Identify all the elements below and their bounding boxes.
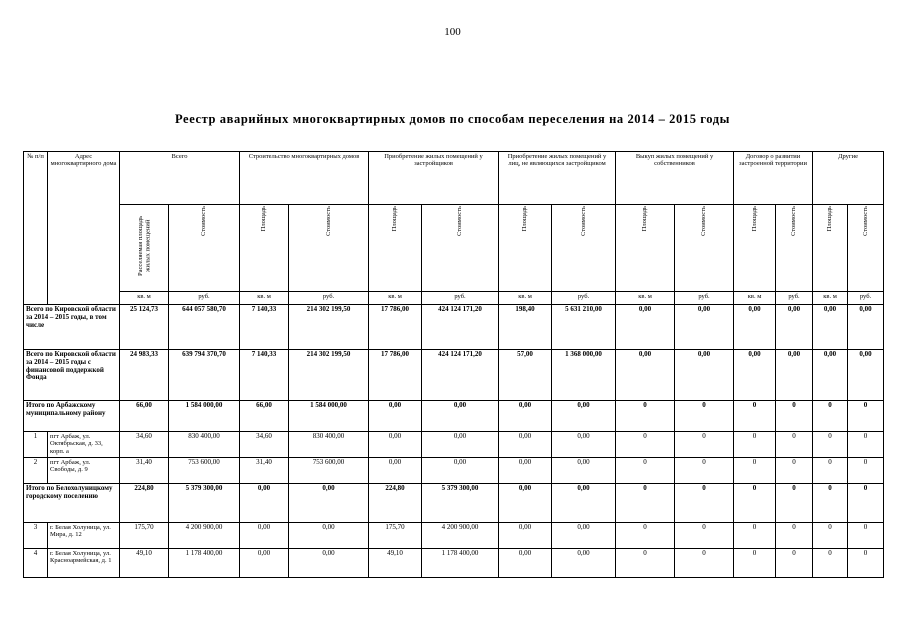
row-number: 3 [24,523,48,549]
table-cell: 0,00 [552,549,616,578]
sub-header: Площадь [499,205,552,292]
table-cell: 7 140,33 [240,305,289,350]
unit-header: руб. [422,292,499,305]
group-header-buyout: Выкуп жилых помещений у собственников [616,152,734,205]
table-row [24,458,884,484]
table-cell: 1 584 000,00 [169,401,240,432]
table-cell: 5 379 300,00 [422,484,499,523]
sub-header: Площадь [369,205,422,292]
table-cell: 57,00 [499,350,552,401]
table-cell: 0 [813,458,848,484]
table-cell: 175,70 [369,523,422,549]
sub-header: Площадь [813,205,848,292]
table-cell: 0 [734,484,776,523]
table-cell: 1 178 400,00 [169,549,240,578]
table-row-total [24,305,884,350]
group-header-total: Всего [120,152,240,205]
row-label: Итого по Арбажскому муниципальному району [24,401,120,432]
table-cell: 0,00 [552,484,616,523]
table-cell: 0,00 [552,401,616,432]
table-cell: 0 [675,523,734,549]
sub-header: Стоимость [169,205,240,292]
table-cell: 0,00 [552,523,616,549]
table-cell: 0 [734,523,776,549]
table-cell: 0,00 [499,432,552,458]
table-cell: 0 [848,523,884,549]
table-cell: 0 [776,549,813,578]
table-cell: 0 [776,401,813,432]
sub-header: Стоимость [848,205,884,292]
table-cell: 34,60 [240,432,289,458]
table-cell: 0,00 [499,523,552,549]
table-cell: 0,00 [616,350,675,401]
table-cell: 49,10 [120,549,169,578]
table-cell: 0,00 [499,484,552,523]
table-cell: 0 [813,401,848,432]
table-cell: 0 [848,458,884,484]
table-cell: 1 178 400,00 [422,549,499,578]
table-cell: 0,00 [675,305,734,350]
sub-header: Стоимость [776,205,813,292]
table-cell: 0,00 [422,432,499,458]
table-cell: 753 600,00 [169,458,240,484]
table-cell: 25 124,73 [120,305,169,350]
table-row-subtotal [24,401,884,432]
unit-header: кв. м [734,292,776,305]
table-cell: 0 [616,458,675,484]
page-number: 100 [444,26,461,38]
table-cell: 0 [776,458,813,484]
table-cell: 424 124 171,20 [422,305,499,350]
unit-header: кв. м [120,292,169,305]
table-cell: 34,60 [120,432,169,458]
table-row [24,432,884,458]
table-cell: 0,00 [289,523,369,549]
unit-header: руб. [552,292,616,305]
group-header-purchase-non-developers: Приобретение жилых помещений у лиц, не являющихся застройщиком [499,152,616,205]
table-cell: 0 [848,401,884,432]
table-cell: 7 140,33 [240,350,289,401]
unit-header: руб. [169,292,240,305]
sub-header: Стоимость [289,205,369,292]
table-cell: 214 302 199,50 [289,350,369,401]
row-address: пгт Арбаж, ул. Свободы, д. 9 [48,458,120,484]
table-cell: 4 200 900,00 [169,523,240,549]
table-cell: 214 302 199,50 [289,305,369,350]
document-title: Реестр аварийных многоквартирных домов по способам переселения на 2014 – 2015 годы [174,112,731,126]
table-cell: 5 379 300,00 [169,484,240,523]
table-row [24,523,884,549]
table-cell: 0,00 [289,484,369,523]
table-cell: 0,00 [369,458,422,484]
sub-header: Стоимость [675,205,734,292]
unit-header: кв. м [240,292,289,305]
table-cell: 0 [675,484,734,523]
unit-header: кв. м [369,292,422,305]
table-cell: 0,00 [369,432,422,458]
sub-header: Площадь [734,205,776,292]
header-sub-row [24,205,884,292]
row-address: г. Белая Холуница, ул. Красноармейская, д. 1 [48,549,120,578]
table-cell: 66,00 [120,401,169,432]
table-cell: 0,00 [848,350,884,401]
table-cell: 0 [813,432,848,458]
row-address: пгт Арбаж, ул. Октябрьская, д. 33, корп. а [48,432,120,458]
table-cell: 0,00 [422,458,499,484]
table-cell: 0,00 [675,350,734,401]
unit-header: кв. м [813,292,848,305]
group-header-development-agreement: Договор о развитии застроенной территории [734,152,813,205]
table-cell: 0 [813,549,848,578]
table-cell: 0 [734,458,776,484]
table-cell: 0,00 [776,305,813,350]
table-cell: 0,00 [734,305,776,350]
table-row-total-fund [24,350,884,401]
unit-header: руб. [675,292,734,305]
table-cell: 224,80 [120,484,169,523]
row-address: г. Белая Холуница, ул. Мира, д. 12 [48,523,120,549]
table-cell: 0,00 [369,401,422,432]
table-row [24,549,884,578]
table-cell: 0 [616,484,675,523]
sub-header: Площадь [240,205,289,292]
sub-header: Площадь [616,205,675,292]
col-header-num: № п/п [24,152,48,305]
table-cell: 0 [616,523,675,549]
table-cell: 0,00 [499,401,552,432]
table-cell: 0 [734,401,776,432]
table-cell: 0,00 [289,549,369,578]
table-cell: 0 [813,484,848,523]
table-cell: 0,00 [422,401,499,432]
table-cell: 639 794 370,70 [169,350,240,401]
table-cell: 0 [848,432,884,458]
table-cell: 0,00 [734,350,776,401]
table-cell: 5 631 210,00 [552,305,616,350]
table-cell: 0,00 [240,484,289,523]
table-cell: 0 [776,484,813,523]
unit-header: руб. [289,292,369,305]
table-cell: 0 [734,432,776,458]
table-cell: 17 786,00 [369,350,422,401]
table-cell: 0 [616,432,675,458]
table-cell: 0,00 [776,350,813,401]
table-cell: 0 [848,484,884,523]
table-cell: 49,10 [369,549,422,578]
group-header-purchase-developers: Приобретение жилых помещений у застройщиков [369,152,499,205]
table-cell: 0 [616,401,675,432]
table-cell: 0 [616,549,675,578]
table-cell: 0,00 [240,523,289,549]
table-cell: 830 400,00 [289,432,369,458]
sub-header: Стоимость [552,205,616,292]
table-cell: 0,00 [848,305,884,350]
header-group-row [24,152,884,205]
table-cell: 0 [675,401,734,432]
table-cell: 0 [776,432,813,458]
table-cell: 4 200 900,00 [422,523,499,549]
table-cell: 31,40 [120,458,169,484]
table-cell: 0 [734,549,776,578]
row-number: 4 [24,549,48,578]
row-label: Всего по Кировской области за 2014 – 2015 годы, в том числе [24,305,120,350]
table-cell: 224,80 [369,484,422,523]
table-cell: 1 584 000,00 [289,401,369,432]
unit-header: руб. [848,292,884,305]
table-cell: 644 057 580,70 [169,305,240,350]
group-header-other: Другие [813,152,884,205]
table-cell: 0 [675,432,734,458]
table-cell: 0 [675,458,734,484]
table-cell: 1 368 000,00 [552,350,616,401]
table-cell: 66,00 [240,401,289,432]
header-unit-row [24,292,884,305]
unit-header: кв. м [499,292,552,305]
sub-header: Расселяемая площадь жилых помещений [120,205,169,292]
table-cell: 0 [776,523,813,549]
row-number: 1 [24,432,48,458]
table-cell: 830 400,00 [169,432,240,458]
col-header-address: Адрес многоквартирного дома [48,152,120,305]
table-cell: 0,00 [813,350,848,401]
table-cell: 0,00 [616,305,675,350]
table-cell: 0,00 [499,549,552,578]
group-header-construction: Строительство многоквартирных домов [240,152,369,205]
table-cell: 198,40 [499,305,552,350]
table-cell: 0,00 [240,549,289,578]
unit-header: руб. [776,292,813,305]
table-cell: 424 124 171,20 [422,350,499,401]
table-row-subtotal [24,484,884,523]
table-cell: 0 [675,549,734,578]
row-number: 2 [24,458,48,484]
unit-header: кв. м [616,292,675,305]
registry-table [23,151,884,578]
table-cell: 0,00 [552,432,616,458]
table-cell: 31,40 [240,458,289,484]
row-label: Всего по Кировской области за 2014 – 2015 годы с финансовой поддержкой Фонда [24,350,120,401]
table-cell: 0 [813,523,848,549]
table-cell: 0 [848,549,884,578]
table-cell: 24 983,33 [120,350,169,401]
table-cell: 753 600,00 [289,458,369,484]
table-cell: 0,00 [813,305,848,350]
table-cell: 0,00 [499,458,552,484]
table-cell: 17 786,00 [369,305,422,350]
table-cell: 0,00 [552,458,616,484]
row-label: Итого по Белохолуницкому городскому поселению [24,484,120,523]
table-cell: 175,70 [120,523,169,549]
sub-header: Стоимость [422,205,499,292]
